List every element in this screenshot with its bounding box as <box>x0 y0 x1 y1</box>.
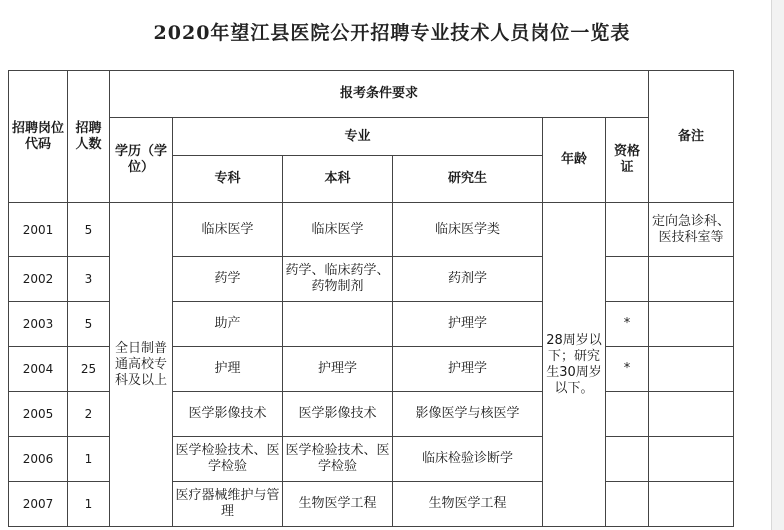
cell-remarks <box>649 392 734 437</box>
cell-bachelor: 临床医学 <box>283 203 393 257</box>
cell-count: 1 <box>68 437 110 482</box>
cell-bachelor: 护理学 <box>283 347 393 392</box>
cell-graduate: 临床医学类 <box>393 203 543 257</box>
cell-count: 25 <box>68 347 110 392</box>
cell-graduate: 药剂学 <box>393 257 543 302</box>
cell-remarks <box>649 437 734 482</box>
cell-code: 2002 <box>9 257 68 302</box>
cell-code: 2007 <box>9 482 68 527</box>
cell-graduate: 护理学 <box>393 302 543 347</box>
cell-junior-college: 药学 <box>173 257 283 302</box>
cell-graduate: 生物医学工程 <box>393 482 543 527</box>
cell-junior-college: 医学影像技术 <box>173 392 283 437</box>
cell-qualification <box>606 203 649 257</box>
header-bachelor: 本科 <box>283 156 393 203</box>
cell-code: 2006 <box>9 437 68 482</box>
cell-junior-college: 医疗器械维护与管理 <box>173 482 283 527</box>
header-qualification: 资格证 <box>606 118 649 203</box>
cell-code: 2005 <box>9 392 68 437</box>
header-education: 学历（学位） <box>110 118 173 203</box>
cell-remarks <box>649 302 734 347</box>
cell-junior-college: 临床医学 <box>173 203 283 257</box>
page-title: 2020年望江县医院公开招聘专业技术人员岗位一览表 <box>153 22 631 44</box>
cell-junior-college: 医学检验技术、医学检验 <box>173 437 283 482</box>
cell-qualification <box>606 392 649 437</box>
cell-graduate: 临床检验诊断学 <box>393 437 543 482</box>
header-age: 年龄 <box>543 118 606 203</box>
cell-remarks <box>649 482 734 527</box>
cell-code: 2004 <box>9 347 68 392</box>
cell-remarks <box>649 347 734 392</box>
header-graduate: 研究生 <box>393 156 543 203</box>
header-remarks: 备注 <box>649 71 734 203</box>
table-row <box>9 203 734 257</box>
header-requirements: 报考条件要求 <box>110 71 649 118</box>
cell-remarks <box>649 257 734 302</box>
cell-count: 1 <box>68 482 110 527</box>
cell-junior-college: 护理 <box>173 347 283 392</box>
header-count: 招聘人数 <box>68 71 110 203</box>
cell-code: 2001 <box>9 203 68 257</box>
cell-bachelor: 医学影像技术 <box>283 392 393 437</box>
cell-qualification: * <box>606 347 649 392</box>
cell-remarks: 定向急诊科、医技科室等 <box>649 203 734 257</box>
cell-qualification <box>606 257 649 302</box>
cell-graduate: 护理学 <box>393 347 543 392</box>
cell-education-shared: 全日制普通高校专科及以上 <box>110 203 173 527</box>
cell-code: 2003 <box>9 302 68 347</box>
header-code: 招聘岗位代码 <box>9 71 68 203</box>
cell-junior-college: 助产 <box>173 302 283 347</box>
cell-bachelor: 生物医学工程 <box>283 482 393 527</box>
cell-bachelor: 医学检验技术、医学检验 <box>283 437 393 482</box>
cell-count: 5 <box>68 203 110 257</box>
cell-qualification <box>606 482 649 527</box>
cell-bachelor <box>283 302 393 347</box>
cell-count: 5 <box>68 302 110 347</box>
cell-bachelor: 药学、临床药学、药物制剂 <box>283 257 393 302</box>
window-edge <box>771 0 784 530</box>
cell-graduate: 影像医学与核医学 <box>393 392 543 437</box>
cell-count: 2 <box>68 392 110 437</box>
header-junior-college: 专科 <box>173 156 283 203</box>
positions-table <box>8 70 734 527</box>
cell-age-shared: 28周岁以下；研究生30周岁以下。 <box>543 203 606 527</box>
header-major: 专业 <box>173 118 543 156</box>
cell-qualification: * <box>606 302 649 347</box>
cell-qualification <box>606 437 649 482</box>
cell-count: 3 <box>68 257 110 302</box>
